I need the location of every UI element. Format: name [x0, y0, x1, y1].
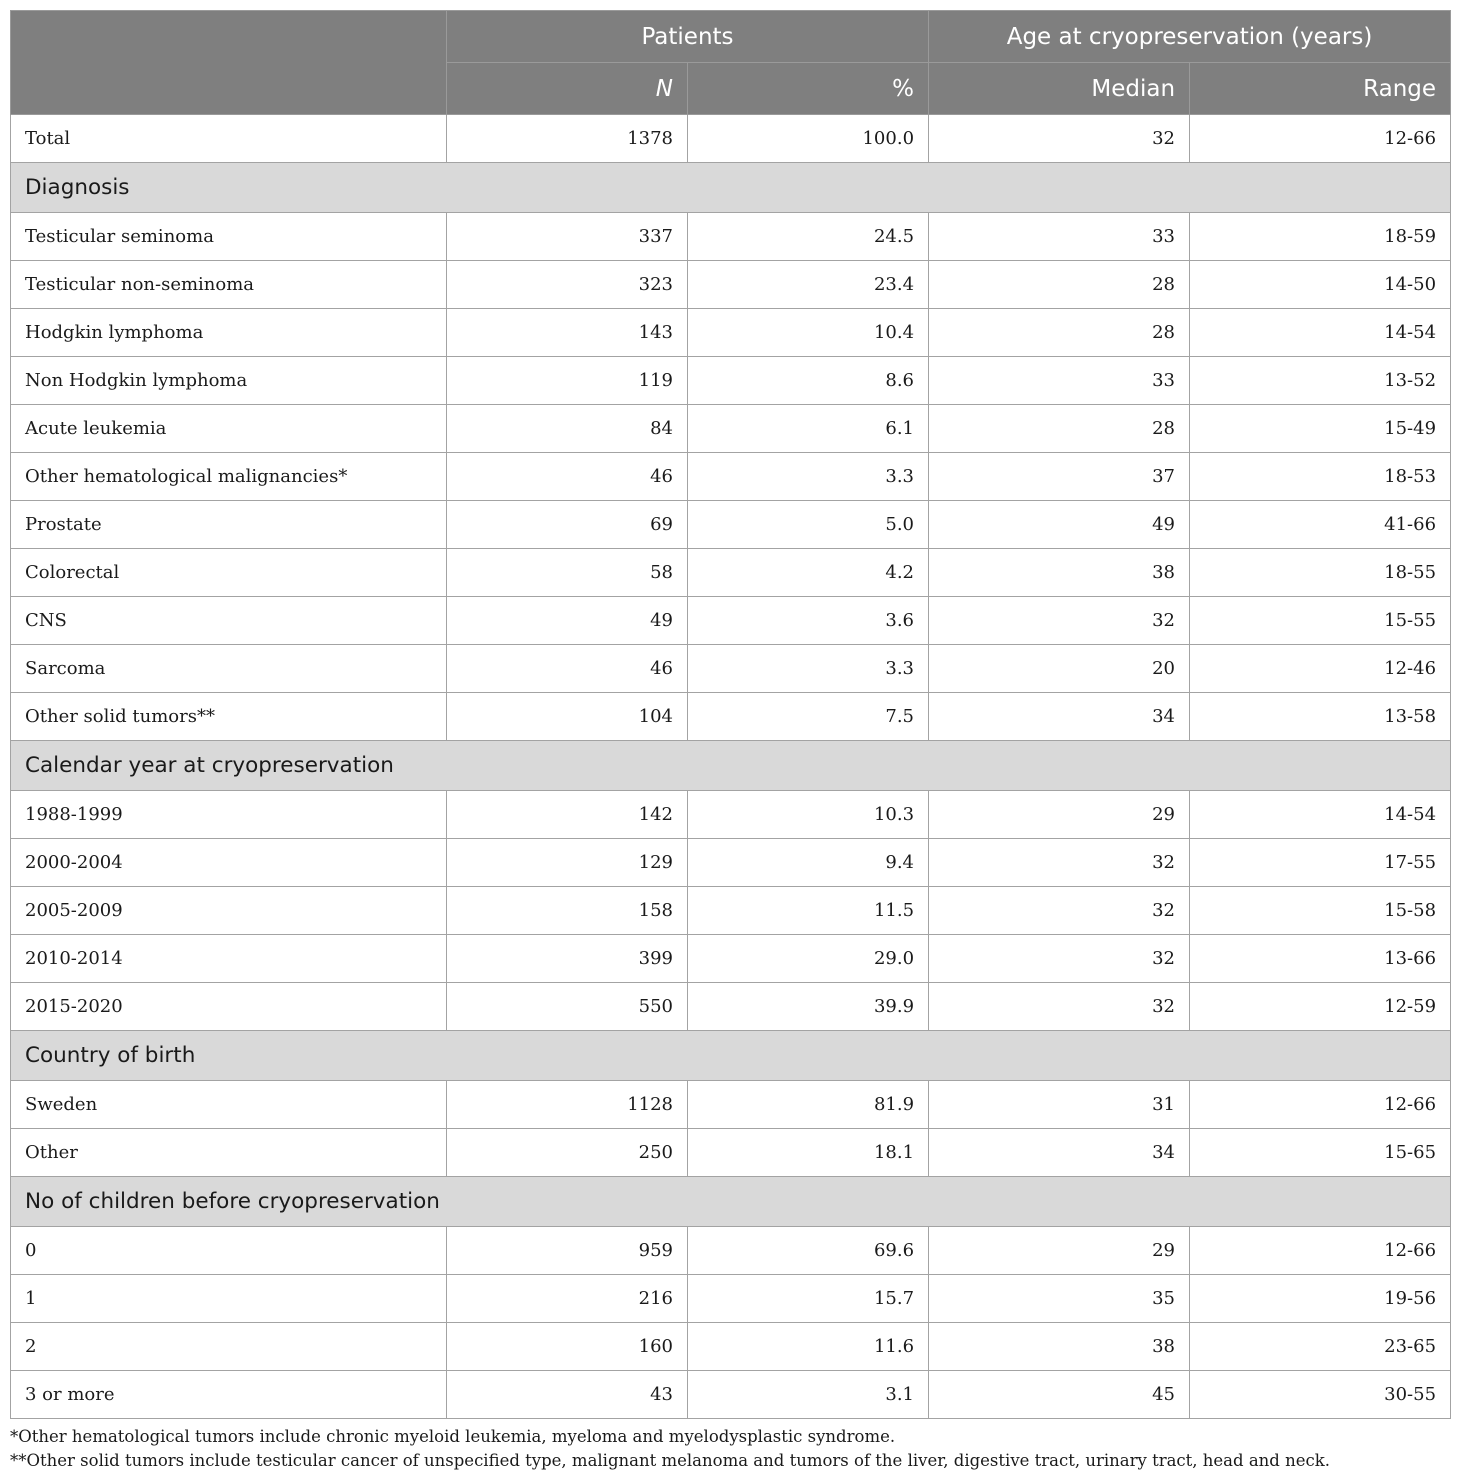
cell-median: 34: [929, 1129, 1190, 1177]
cell-pct: 24.5: [688, 213, 929, 261]
cell-pct: 6.1: [688, 405, 929, 453]
cell-median: 38: [929, 1323, 1190, 1371]
cell-pct: 10.3: [688, 791, 929, 839]
cell-pct: 39.9: [688, 983, 929, 1031]
table-row: [11, 1323, 1451, 1371]
table-container: [10, 10, 1450, 1473]
cell-label: Total: [11, 115, 447, 163]
section-header-row: [11, 163, 1451, 213]
table-row: [11, 791, 1451, 839]
cell-range: 14-54: [1190, 309, 1451, 357]
cell-label: Acute leukemia: [11, 405, 447, 453]
cell-median: 20: [929, 645, 1190, 693]
cell-median: 37: [929, 453, 1190, 501]
table-row: [11, 645, 1451, 693]
cell-label: Sweden: [11, 1081, 447, 1129]
cell-n: 323: [447, 261, 688, 309]
header-blank: [11, 11, 447, 115]
table-row: [11, 1081, 1451, 1129]
cell-n: 143: [447, 309, 688, 357]
header-col-range: Range: [1190, 63, 1451, 115]
cell-n: 550: [447, 983, 688, 1031]
cell-label: 2015-2020: [11, 983, 447, 1031]
cell-median: 32: [929, 839, 1190, 887]
cell-n: 129: [447, 839, 688, 887]
cell-range: 15-58: [1190, 887, 1451, 935]
cell-range: 41-66: [1190, 501, 1451, 549]
table-row: [11, 213, 1451, 261]
section-header-row: [11, 1177, 1451, 1227]
cell-pct: 100.0: [688, 115, 929, 163]
cell-n: 142: [447, 791, 688, 839]
cell-n: 43: [447, 1371, 688, 1419]
cell-range: 12-46: [1190, 645, 1451, 693]
table-row: [11, 261, 1451, 309]
table-row: [11, 887, 1451, 935]
cell-range: 13-52: [1190, 357, 1451, 405]
cell-pct: 11.6: [688, 1323, 929, 1371]
cell-n: 58: [447, 549, 688, 597]
cell-n: 250: [447, 1129, 688, 1177]
cell-n: 46: [447, 453, 688, 501]
cell-pct: 3.3: [688, 453, 929, 501]
table-row: [11, 839, 1451, 887]
cell-label: Colorectal: [11, 549, 447, 597]
section-title: No of children before cryopreservation: [11, 1177, 1451, 1227]
section-header-row: [11, 1031, 1451, 1081]
header-group-age: Age at cryopreservation (years): [929, 11, 1451, 63]
cell-median: 33: [929, 357, 1190, 405]
cell-median: 32: [929, 115, 1190, 163]
header-col-pct: %: [688, 63, 929, 115]
cell-label: 1: [11, 1275, 447, 1323]
cell-pct: 81.9: [688, 1081, 929, 1129]
cell-n: 337: [447, 213, 688, 261]
cell-median: 32: [929, 935, 1190, 983]
table-row: [11, 935, 1451, 983]
cell-label: 0: [11, 1227, 447, 1275]
cell-label: CNS: [11, 597, 447, 645]
patient-characteristics-table: [10, 10, 1451, 1419]
cell-n: 216: [447, 1275, 688, 1323]
cell-range: 13-66: [1190, 935, 1451, 983]
cell-label: Testicular non-seminoma: [11, 261, 447, 309]
cell-range: 18-55: [1190, 549, 1451, 597]
cell-label: Prostate: [11, 501, 447, 549]
cell-pct: 8.6: [688, 357, 929, 405]
cell-range: 14-50: [1190, 261, 1451, 309]
cell-label: Other: [11, 1129, 447, 1177]
cell-median: 34: [929, 693, 1190, 741]
cell-range: 12-66: [1190, 1081, 1451, 1129]
cell-label: Other hematological malignancies*: [11, 453, 447, 501]
cell-range: 30-55: [1190, 1371, 1451, 1419]
cell-median: 32: [929, 983, 1190, 1031]
cell-pct: 4.2: [688, 549, 929, 597]
cell-median: 32: [929, 887, 1190, 935]
cell-label: Hodgkin lymphoma: [11, 309, 447, 357]
section-header-row: [11, 741, 1451, 791]
table-row: [11, 501, 1451, 549]
cell-pct: 5.0: [688, 501, 929, 549]
cell-n: 46: [447, 645, 688, 693]
table-row: [11, 983, 1451, 1031]
table-row: [11, 1129, 1451, 1177]
cell-pct: 3.1: [688, 1371, 929, 1419]
cell-median: 28: [929, 261, 1190, 309]
cell-range: 12-66: [1190, 1227, 1451, 1275]
footnote: **Other solid tumors include testicular cancer of unspecified type, malignant melanoma and tumors of the liver, digestive tract, urinary tract, head and neck.: [10, 1451, 1330, 1470]
cell-n: 959: [447, 1227, 688, 1275]
cell-median: 38: [929, 549, 1190, 597]
cell-range: 15-55: [1190, 597, 1451, 645]
cell-n: 160: [447, 1323, 688, 1371]
cell-range: 13-58: [1190, 693, 1451, 741]
cell-pct: 7.5: [688, 693, 929, 741]
cell-n: 1378: [447, 115, 688, 163]
header-col-median: Median: [929, 63, 1190, 115]
cell-range: 15-49: [1190, 405, 1451, 453]
cell-range: 23-65: [1190, 1323, 1451, 1371]
cell-median: 35: [929, 1275, 1190, 1323]
header-group-patients: Patients: [447, 11, 929, 63]
cell-median: 32: [929, 597, 1190, 645]
cell-pct: 18.1: [688, 1129, 929, 1177]
section-title: Country of birth: [11, 1031, 1451, 1081]
cell-n: 119: [447, 357, 688, 405]
section-title: Calendar year at cryopreservation: [11, 741, 1451, 791]
cell-range: 18-59: [1190, 213, 1451, 261]
footnote: *Other hematological tumors include chronic myeloid leukemia, myeloma and myelodysplastic syndrome.: [10, 1427, 896, 1446]
table-row: [11, 597, 1451, 645]
cell-n: 104: [447, 693, 688, 741]
cell-pct: 69.6: [688, 1227, 929, 1275]
footnotes: [10, 1425, 1450, 1473]
cell-median: 28: [929, 405, 1190, 453]
cell-label: 2: [11, 1323, 447, 1371]
table-row: [11, 309, 1451, 357]
cell-n: 84: [447, 405, 688, 453]
cell-range: 17-55: [1190, 839, 1451, 887]
table-row: [11, 1275, 1451, 1323]
table-header: [11, 11, 1451, 115]
cell-label: 1988-1999: [11, 791, 447, 839]
cell-median: 28: [929, 309, 1190, 357]
table-body: [11, 115, 1451, 1419]
cell-label: Non Hodgkin lymphoma: [11, 357, 447, 405]
cell-median: 49: [929, 501, 1190, 549]
header-col-n: N: [447, 63, 688, 115]
cell-label: 2000-2004: [11, 839, 447, 887]
cell-label: Other solid tumors**: [11, 693, 447, 741]
cell-pct: 3.6: [688, 597, 929, 645]
cell-pct: 10.4: [688, 309, 929, 357]
cell-pct: 11.5: [688, 887, 929, 935]
cell-range: 15-65: [1190, 1129, 1451, 1177]
cell-range: 18-53: [1190, 453, 1451, 501]
cell-median: 33: [929, 213, 1190, 261]
cell-n: 69: [447, 501, 688, 549]
cell-n: 49: [447, 597, 688, 645]
cell-pct: 15.7: [688, 1275, 929, 1323]
table-row: [11, 453, 1451, 501]
table-row: [11, 549, 1451, 597]
cell-range: 12-66: [1190, 115, 1451, 163]
cell-label: 2010-2014: [11, 935, 447, 983]
cell-range: 14-54: [1190, 791, 1451, 839]
cell-median: 45: [929, 1371, 1190, 1419]
cell-median: 29: [929, 1227, 1190, 1275]
table-row: [11, 693, 1451, 741]
cell-median: 31: [929, 1081, 1190, 1129]
cell-pct: 3.3: [688, 645, 929, 693]
cell-pct: 9.4: [688, 839, 929, 887]
cell-label: Sarcoma: [11, 645, 447, 693]
cell-pct: 29.0: [688, 935, 929, 983]
table-row: [11, 405, 1451, 453]
cell-label: 3 or more: [11, 1371, 447, 1419]
section-title: Diagnosis: [11, 163, 1451, 213]
table-row: [11, 1371, 1451, 1419]
cell-n: 399: [447, 935, 688, 983]
table-row-total: [11, 115, 1451, 163]
table-row: [11, 1227, 1451, 1275]
cell-range: 19-56: [1190, 1275, 1451, 1323]
cell-label: 2005-2009: [11, 887, 447, 935]
cell-pct: 23.4: [688, 261, 929, 309]
cell-n: 158: [447, 887, 688, 935]
table-row: [11, 357, 1451, 405]
cell-median: 29: [929, 791, 1190, 839]
cell-n: 1128: [447, 1081, 688, 1129]
cell-label: Testicular seminoma: [11, 213, 447, 261]
cell-range: 12-59: [1190, 983, 1451, 1031]
